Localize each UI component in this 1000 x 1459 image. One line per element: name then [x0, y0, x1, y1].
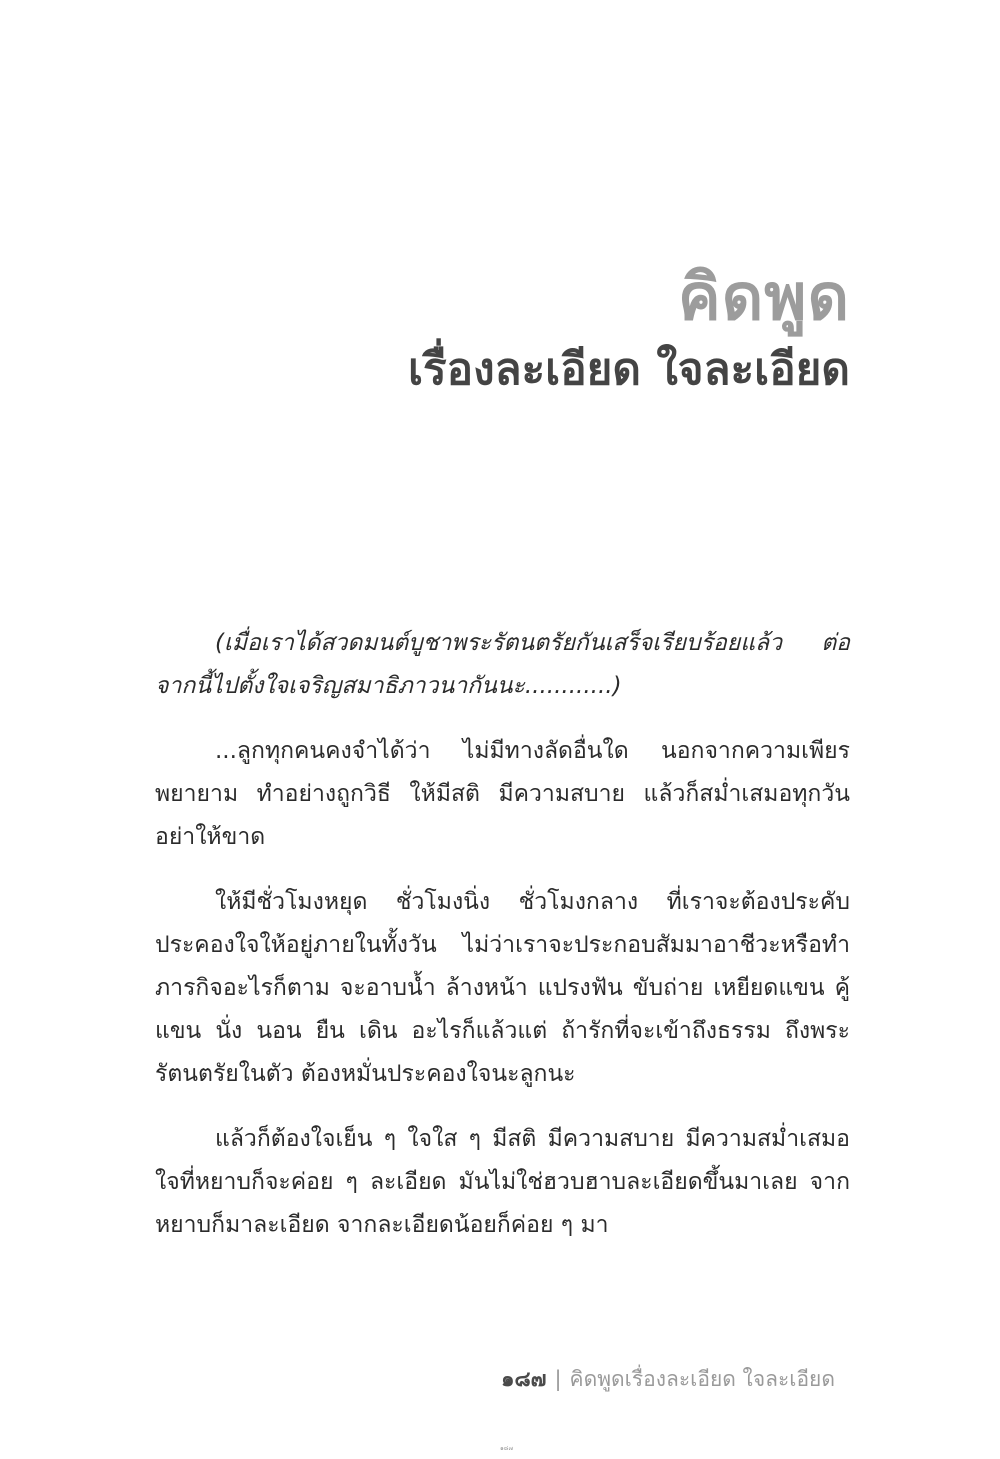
body-text — [155, 622, 850, 1269]
running-title: คิดพูดเรื่องละเอียด ใจละเอียด — [569, 1367, 835, 1391]
chapter-subtitle: เรื่องละเอียด ใจละเอียด — [408, 344, 850, 395]
footer-separator: | — [554, 1367, 562, 1391]
chapter-title-block — [150, 250, 850, 398]
intro-paragraph: (เมื่อเราได้สวดมนต์บูชาพระรัตนตรัยกันเสร็จเรียบร้อยแล้ว ต่อจากนี้ไปตั้งใจเจริญสมาธิภาวนากันนะ............) — [155, 630, 850, 699]
paragraph-1: ...ลูกทุกคนคงจำได้ว่า ไม่มีทางลัดอื่นใด นอกจากความเพียรพยายาม ทำอย่างถูกวิธี ให้มีสติ มีความสบาย แล้วก็สม่ำเสมอทุกวัน อย่าให้ขาด — [155, 738, 850, 850]
page-number: ๑๘๗ — [501, 1367, 547, 1391]
page-footer — [501, 1364, 835, 1394]
paragraph-2: ให้มีชั่วโมงหยุด ชั่วโมงนิ่ง ชั่วโมงกลาง ที่เราจะต้องประคับประคองใจให้อยู่ภายในทั้งวัน ไม่ว่าเราจะประกอบสัมมาอาชีวะหรือทำภารกิจอะไรก็ตาม จะอาบน้ำ ล้างหน้า แปรงฟัน ขับถ่าย เหยียดแขน คู้แขน นั่ง นอน ยืน เดิน อะไรก็แล้วแต่ ถ้ารักที่จะเข้าถึงธรรม ถึงพระรัตนตรัยในตัว ต้องหมั่นประคองใจนะลูกนะ — [155, 889, 850, 1087]
chapter-title: คิดพูด — [677, 261, 850, 335]
paragraph-3: แล้วก็ต้องใจเย็น ๆ ใจใส ๆ มีสติ มีความสบาย มีความสม่ำเสมอ ใจที่หยาบก็จะค่อย ๆ ละเอียด มันไม่ใช่ฮวบฮาบละเอียดขึ้นมาเลย จากหยาบก็มาละเอียด จากละเอียดน้อยก็ค่อย ๆ มา — [155, 1126, 850, 1238]
bottom-page-mark: ๑๘๗ — [500, 1445, 513, 1452]
